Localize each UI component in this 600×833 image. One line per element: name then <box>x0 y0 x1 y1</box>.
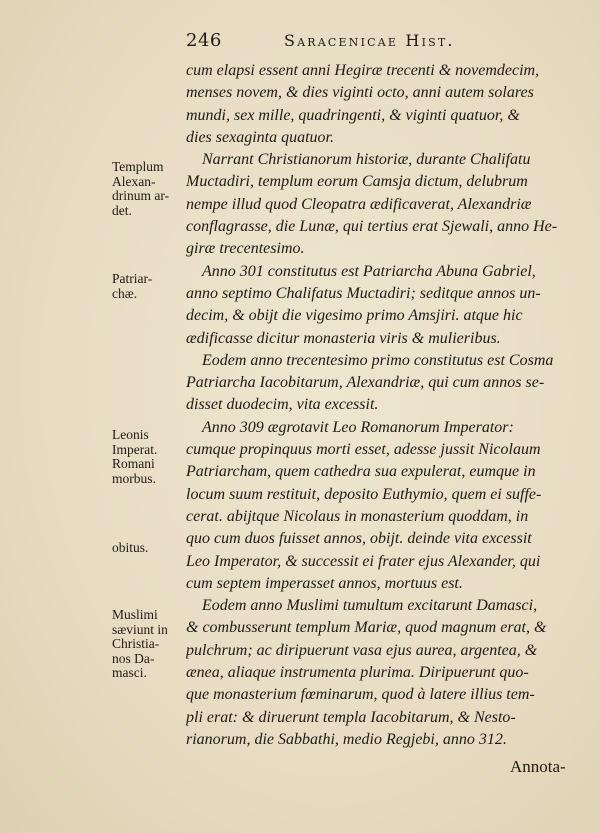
margin-note-templum <box>112 160 169 218</box>
text-line: disset duodecim, vita excessit. <box>186 396 379 414</box>
margin-note-line: Leonis <box>112 427 149 442</box>
text-line: cerat. abijtque Nicolaus in monasterium quoddam, in <box>186 507 529 525</box>
text-line: Patriarcha Iacobitarum, Alexandriæ, qui cum annos se- <box>186 374 545 392</box>
margin-note-line: morbus. <box>112 470 156 486</box>
text-line: cum elapsi essent anni Hegiræ trecenti & novemdecim, <box>186 62 540 79</box>
text-line: Anno 309 ægrotavit Leo Romanorum Imperator: <box>202 418 514 436</box>
text-line: dies sexaginta quatuor. <box>186 128 334 146</box>
margin-note-line: Christia- <box>112 636 160 651</box>
margin-note-line: det. <box>112 202 132 218</box>
margin-note-line: sæviunt in <box>112 621 168 637</box>
text-line: menses novem, & dies viginti octo, anni autem solares <box>186 84 534 102</box>
margin-note-line: masci. <box>112 665 147 680</box>
text-line: nempe illud quod Cleopatra ædificaverat, Alexandriæ <box>186 195 532 213</box>
text-line: que monasterium fœminarum, quod à latere illius tem- <box>186 686 535 704</box>
margin-note-leonis <box>112 428 157 486</box>
margin-note-line: Romani <box>112 456 155 471</box>
text-line: ænea, aliaque instrumenta plurima. Diripuerunt quo- <box>186 664 529 682</box>
margin-note-line: Imperat. <box>112 441 158 457</box>
text-line: mundi, sex mille, quadringenti, & viginti quatuor, & <box>186 106 520 124</box>
margin-note-line: Templum <box>112 159 164 174</box>
running-head <box>186 30 516 56</box>
catchword: Annota- <box>510 757 566 776</box>
text-line: & combusserunt templum Mariæ, quod magnum erat, & <box>186 619 547 637</box>
margin-note-line: Patriar- <box>112 271 153 286</box>
margin-note-line: obitus. <box>112 540 149 555</box>
text-line: rianorum, die Sabbathi, medio Regjebi, anno 312. <box>186 730 507 748</box>
margin-note-muslimi <box>112 608 168 681</box>
text-line: Eodem anno trecentesimo primo constitutus est Cosma <box>202 351 554 369</box>
margin-note-obitus <box>112 541 148 556</box>
text-line: Patriarcham, quem cathedra sua expulerat, eumque in <box>186 463 536 481</box>
text-line: decim, & obijt die vigesimo primo Amsjiri. atque hic <box>186 307 523 325</box>
text-line: giræ trecentesimo. <box>186 240 305 258</box>
text-line: anno septimo Chalifatus Muctadiri; seditque annos un- <box>186 284 541 302</box>
text-line: Eodem anno Muslimi tumultum excitarunt Damasci, <box>202 597 538 615</box>
margin-note-line: Muslimi <box>112 607 158 622</box>
page-number: 246 <box>186 30 222 51</box>
text-line: locum suum restituit, deposito Euthymio, quem ei suffe- <box>186 485 542 503</box>
text-line: Muctadiri, templum eorum Camsja dictum, delubrum <box>186 173 528 191</box>
margin-note-line: nos Da- <box>112 650 155 666</box>
running-head-title: Saracenicae Hist. <box>284 31 455 50</box>
text-line: Narrant Christianorum historiæ, durante Chalifatu <box>202 151 531 169</box>
text-line: pulchrum; ac diripuerunt vasa ejus aurea, argentea, & <box>186 641 538 659</box>
body-text <box>186 60 590 751</box>
text-line: quo cum duos fuisset annos, obijt. deinde vita excessit <box>186 530 532 548</box>
text-line: Leo Imperator, & successit ei frater ejus Alexander, qui <box>186 552 541 570</box>
text-line: cumque propinquus morti esset, adesse jussit Nicolaum <box>186 441 541 459</box>
text-line: cum septem imperasset annos, mortuus est. <box>186 574 463 592</box>
margin-note-line: Alexan- <box>112 173 156 189</box>
text-line: conflagrasse, die Lunæ, qui tertius erat Sjewali, anno He- <box>186 218 558 236</box>
margin-note-patriarchae <box>112 272 152 301</box>
text-line: pli erat: & diruerunt templa Iacobitarum, & Nesto- <box>186 708 516 726</box>
margin-note-line: drinum ar- <box>112 188 170 203</box>
text-line: Anno 301 constitutus est Patriarcha Abuna Gabriel, <box>202 262 536 280</box>
margin-note-line: chæ. <box>112 285 138 301</box>
text-line: ædificasse dicitur monasteria viris & mulieribus. <box>186 329 501 347</box>
